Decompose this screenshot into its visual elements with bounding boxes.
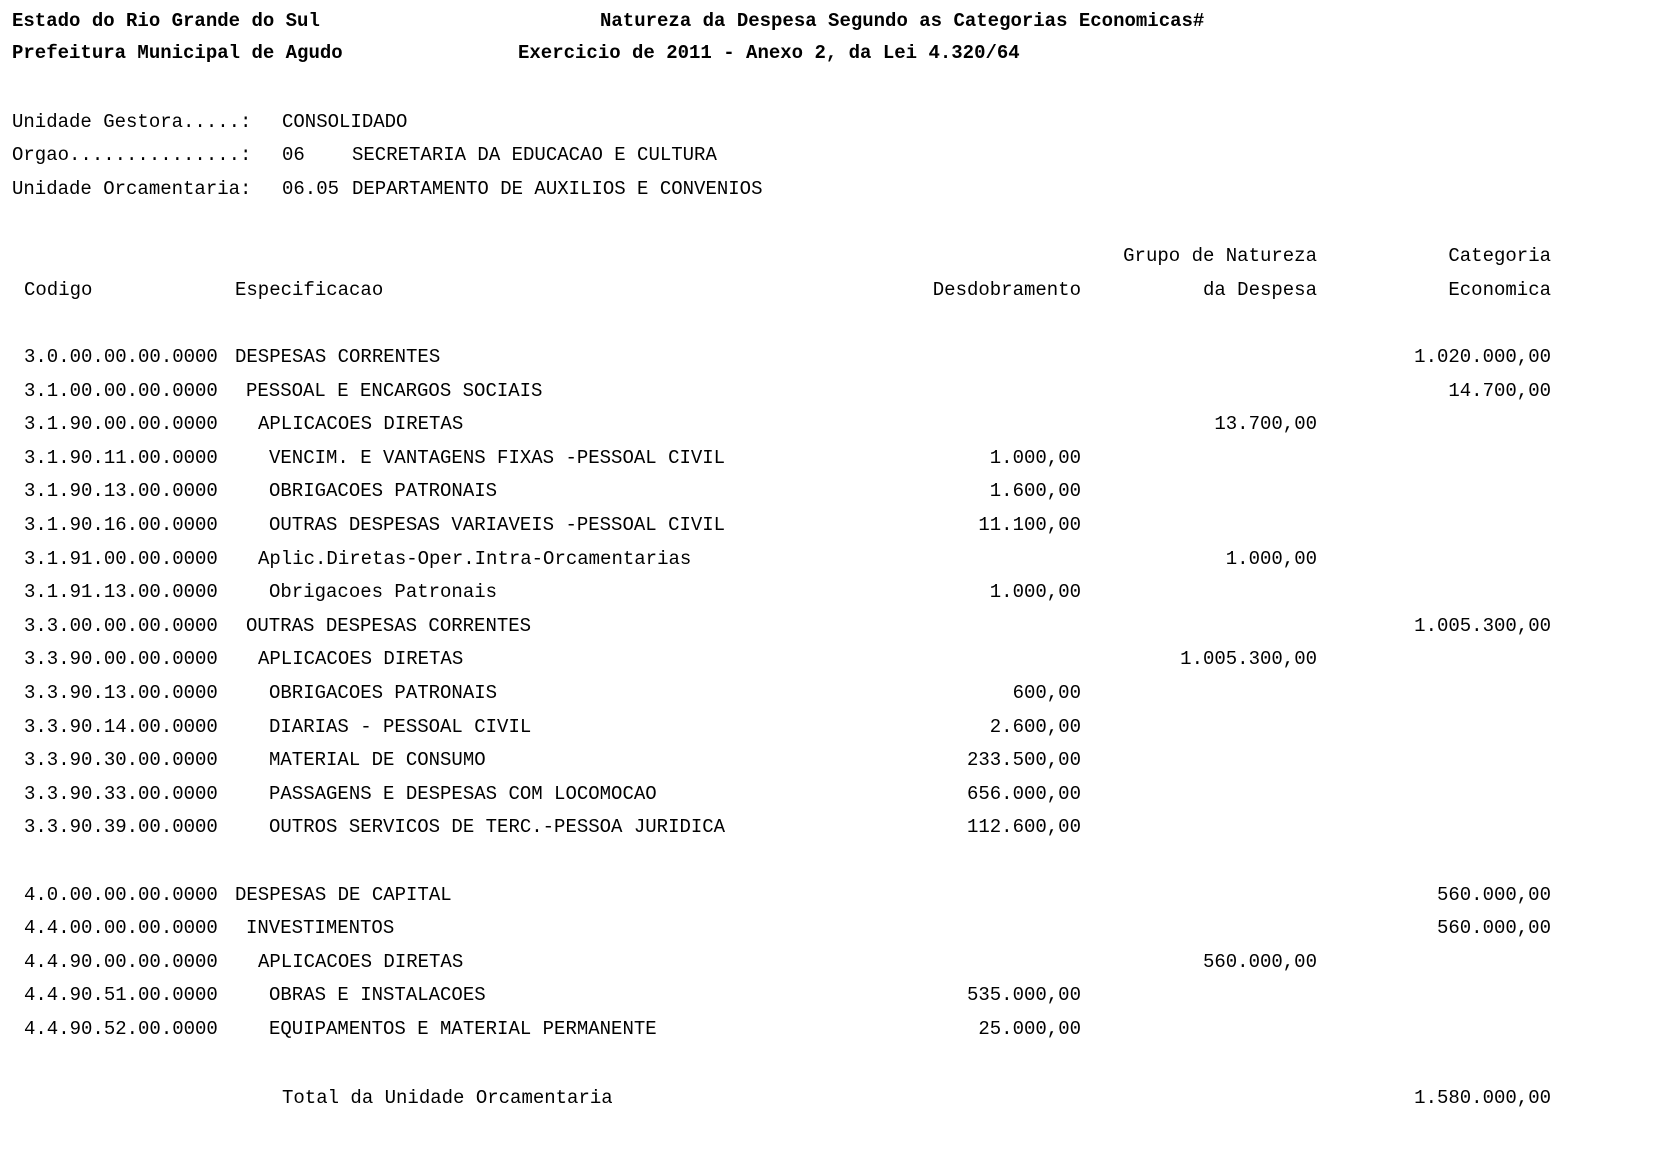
row-description: OBRIGACOES PATRONAIS xyxy=(269,480,498,502)
orgao-name: SECRETARIA DA EDUCACAO E CULTURA xyxy=(352,144,717,166)
row-code: 4.0.00.00.00.0000 xyxy=(24,884,218,906)
row-description: PASSAGENS E DESPESAS COM LOCOMOCAO xyxy=(269,783,657,805)
row-grupo: 13.700,00 xyxy=(1214,413,1317,435)
state-name: Estado do Rio Grande do Sul xyxy=(12,10,320,32)
row-code: 3.1.00.00.00.0000 xyxy=(24,380,218,402)
column-header-grupo-line1: Grupo de Natureza xyxy=(1123,245,1317,267)
row-code: 3.3.90.00.00.0000 xyxy=(24,648,218,670)
row-desdobramento: 2.600,00 xyxy=(989,716,1081,738)
row-code: 3.3.00.00.00.0000 xyxy=(24,615,218,637)
row-code: 4.4.90.52.00.0000 xyxy=(24,1018,218,1040)
row-code: 3.0.00.00.00.0000 xyxy=(24,346,218,368)
row-code: 3.1.90.16.00.0000 xyxy=(24,514,218,536)
row-description: VENCIM. E VANTAGENS FIXAS -PESSOAL CIVIL xyxy=(269,447,726,469)
row-description: INVESTIMENTOS xyxy=(246,917,395,939)
total-label: Total da Unidade Orcamentaria xyxy=(282,1087,613,1109)
row-desdobramento: 112.600,00 xyxy=(966,816,1081,838)
row-description: OUTRAS DESPESAS CORRENTES xyxy=(246,615,532,637)
row-categoria: 1.005.300,00 xyxy=(1414,615,1551,637)
row-code: 4.4.90.51.00.0000 xyxy=(24,984,218,1006)
row-description: MATERIAL DE CONSUMO xyxy=(269,749,486,771)
column-header-desdobramento: Desdobramento xyxy=(932,279,1081,301)
report-title: Natureza da Despesa Segundo as Categorias Economicas# xyxy=(600,10,1205,32)
row-categoria: 560.000,00 xyxy=(1436,917,1551,939)
row-grupo: 1.000,00 xyxy=(1225,548,1317,570)
row-desdobramento: 1.000,00 xyxy=(989,581,1081,603)
row-description: PESSOAL E ENCARGOS SOCIAIS xyxy=(246,380,543,402)
row-code: 3.3.90.13.00.0000 xyxy=(24,682,218,704)
unidade-gestora-value: CONSOLIDADO xyxy=(282,111,408,133)
row-code: 3.1.91.13.00.0000 xyxy=(24,581,218,603)
row-description: OBRAS E INSTALACOES xyxy=(269,984,486,1006)
row-description: OUTROS SERVICOS DE TERC.-PESSOA JURIDICA xyxy=(269,816,726,838)
row-code: 3.3.90.14.00.0000 xyxy=(24,716,218,738)
row-description: OUTRAS DESPESAS VARIAVEIS -PESSOAL CIVIL xyxy=(269,514,726,536)
row-code: 4.4.90.00.00.0000 xyxy=(24,951,218,973)
row-code: 3.3.90.39.00.0000 xyxy=(24,816,218,838)
row-description: Aplic.Diretas-Oper.Intra-Orcamentarias xyxy=(258,548,692,570)
report-subtitle: Exercicio de 2011 - Anexo 2, da Lei 4.320/64 xyxy=(518,42,1020,64)
row-categoria: 14.700,00 xyxy=(1448,380,1551,402)
orgao-label: Orgao...............: xyxy=(12,144,252,166)
row-description: OBRIGACOES PATRONAIS xyxy=(269,682,498,704)
row-desdobramento: 1.000,00 xyxy=(989,447,1081,469)
unidade-orcamentaria-code: 06.05 xyxy=(282,178,340,200)
column-header-grupo-line2: da Despesa xyxy=(1202,279,1317,301)
row-desdobramento: 25.000,00 xyxy=(978,1018,1081,1040)
orgao-code: 06 xyxy=(282,144,305,166)
column-header-categoria-line2: Economica xyxy=(1448,279,1551,301)
row-code: 3.1.90.11.00.0000 xyxy=(24,447,218,469)
column-header-codigo: Codigo xyxy=(24,279,93,301)
row-desdobramento: 1.600,00 xyxy=(989,480,1081,502)
column-header-especificacao: Especificacao xyxy=(235,279,384,301)
unidade-gestora-label: Unidade Gestora.....: xyxy=(12,111,252,133)
municipality-name: Prefeitura Municipal de Agudo xyxy=(12,42,343,64)
column-header-categoria-line1: Categoria xyxy=(1448,245,1551,267)
unidade-orcamentaria-name: DEPARTAMENTO DE AUXILIOS E CONVENIOS xyxy=(352,178,763,200)
row-grupo: 560.000,00 xyxy=(1202,951,1317,973)
row-description: Obrigacoes Patronais xyxy=(269,581,498,603)
row-categoria: 1.020.000,00 xyxy=(1414,346,1551,368)
row-desdobramento: 535.000,00 xyxy=(966,984,1081,1006)
row-code: 3.1.90.13.00.0000 xyxy=(24,480,218,502)
row-description: DIARIAS - PESSOAL CIVIL xyxy=(269,716,532,738)
row-categoria: 560.000,00 xyxy=(1436,884,1551,906)
row-description: DESPESAS CORRENTES xyxy=(235,346,441,368)
row-code: 3.3.90.33.00.0000 xyxy=(24,783,218,805)
row-desdobramento: 233.500,00 xyxy=(966,749,1081,771)
unidade-orcamentaria-label: Unidade Orcamentaria: xyxy=(12,178,252,200)
row-description: DESPESAS DE CAPITAL xyxy=(235,884,452,906)
row-description: EQUIPAMENTOS E MATERIAL PERMANENTE xyxy=(269,1018,657,1040)
row-desdobramento: 656.000,00 xyxy=(966,783,1081,805)
row-grupo: 1.005.300,00 xyxy=(1180,648,1317,670)
row-code: 4.4.00.00.00.0000 xyxy=(24,917,218,939)
total-value: 1.580.000,00 xyxy=(1414,1087,1551,1109)
row-code: 3.1.91.00.00.0000 xyxy=(24,548,218,570)
row-code: 3.3.90.30.00.0000 xyxy=(24,749,218,771)
row-description: APLICACOES DIRETAS xyxy=(258,951,464,973)
row-desdobramento: 11.100,00 xyxy=(978,514,1081,536)
row-description: APLICACOES DIRETAS xyxy=(258,413,464,435)
row-code: 3.1.90.00.00.0000 xyxy=(24,413,218,435)
row-description: APLICACOES DIRETAS xyxy=(258,648,464,670)
row-desdobramento: 600,00 xyxy=(1012,682,1081,704)
